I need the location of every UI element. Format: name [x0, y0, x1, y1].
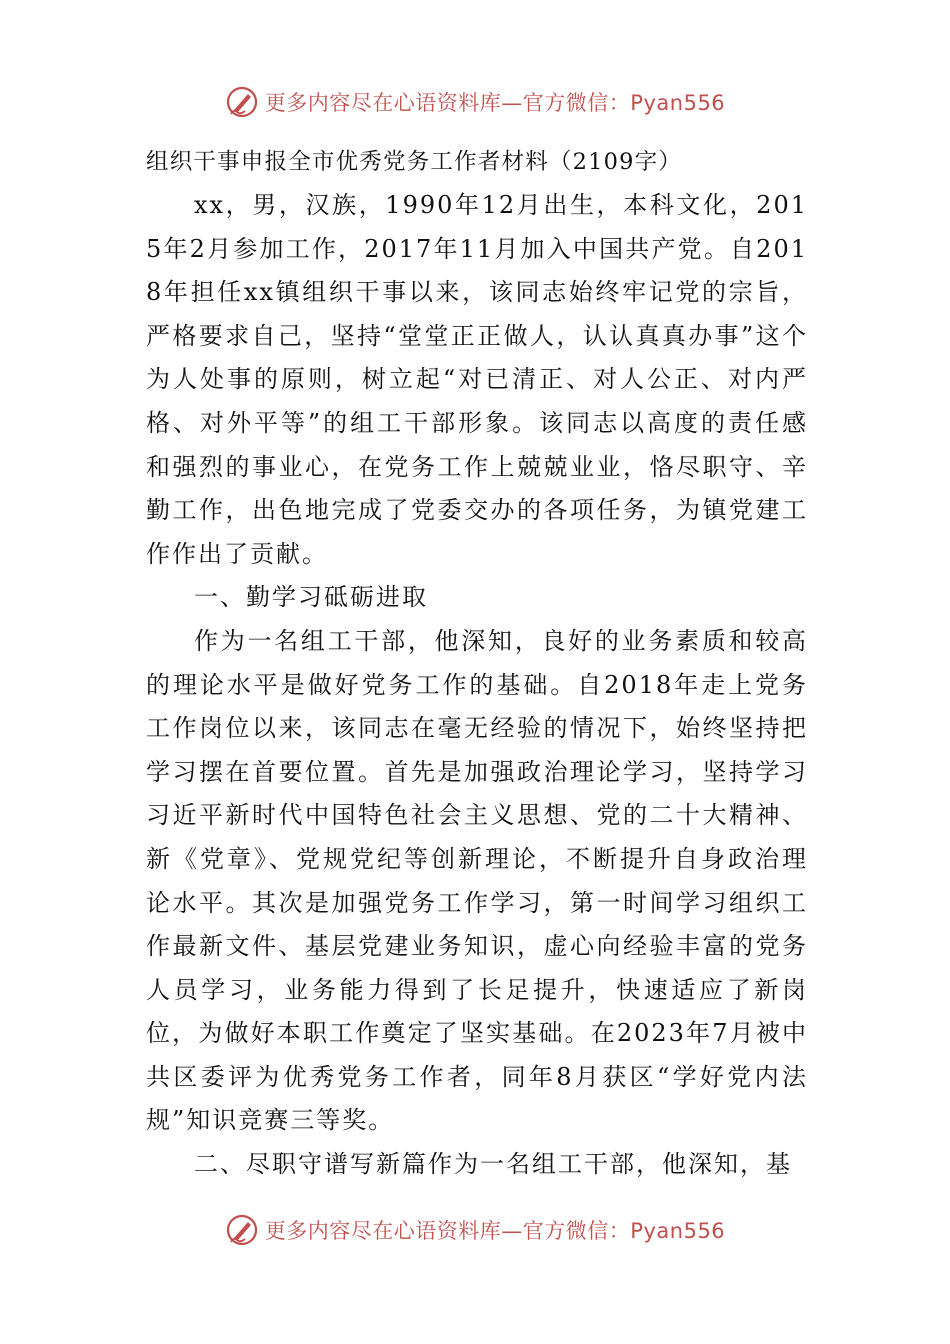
paragraph-intro: xx，男，汉族，1990年12月出生，本科文化，2015年2月参加工作，2017年11月加入中国共产党。自2018年担任xx镇组织干事以来，该同志始终牢记党的宗旨，严格要求自己，坚持“堂堂正正做人，认认真真办事”这个为人处事的原则，树立起“对已清正、对人公正、对内严格、对外平等”的组工干部形象。该同志以高度的责任感和强烈的事业心，在党务工作上兢兢业业，恪尽职守、辛勤工作，出色地完成了党委交办的各项任务，为镇党建工作作出了贡献。: [146, 191, 808, 568]
pen-circle-logo-icon: [225, 1213, 259, 1247]
watermark-banner-bottom: [0, 1210, 950, 1250]
document-body: [146, 140, 808, 1187]
watermark-text: 更多内容尽在心语资料库—官方微信：Pyan556: [264, 1219, 726, 1243]
paragraph-section-1: 作为一名组工干部，他深知，良好的业务素质和较高的理论水平是做好党务工作的基础。自2018年走上党务工作岗位以来，该同志在毫无经验的情况下，始终坚持把学习摆在首要位置。首先是加强政治理论学习，坚持学习习近平新时代中国特色社会主义思想、党的二十大精神、新《党章》、党规党纪等创新理论，不断提升自身政治理论水平。其次是加强党务工作学习，第一时间学习组织工作最新文件、基层党建业务知识，虚心向经验丰富的党务人员学习，业务能力得到了长足提升，快速适应了新岗位，为做好本职工作奠定了坚实基础。在2023年7月被中共区委评为优秀党务工作者，同年8月获区“学好党内法规”知识竞赛三等奖。: [146, 626, 808, 1135]
section-heading-1: 一、勤学习砥砺进取: [194, 583, 428, 612]
watermark-banner-top: [0, 82, 950, 122]
watermark-text: 更多内容尽在心语资料库—官方微信：Pyan556: [264, 91, 726, 115]
document-title: 组织干事申报全市优秀党务工作者材料（2109字）: [146, 149, 683, 175]
paragraph-section-2-start: 二、尽职守谱写新篇作为一名组工干部，他深知，基: [194, 1150, 792, 1179]
pen-circle-logo-icon: [225, 85, 259, 119]
